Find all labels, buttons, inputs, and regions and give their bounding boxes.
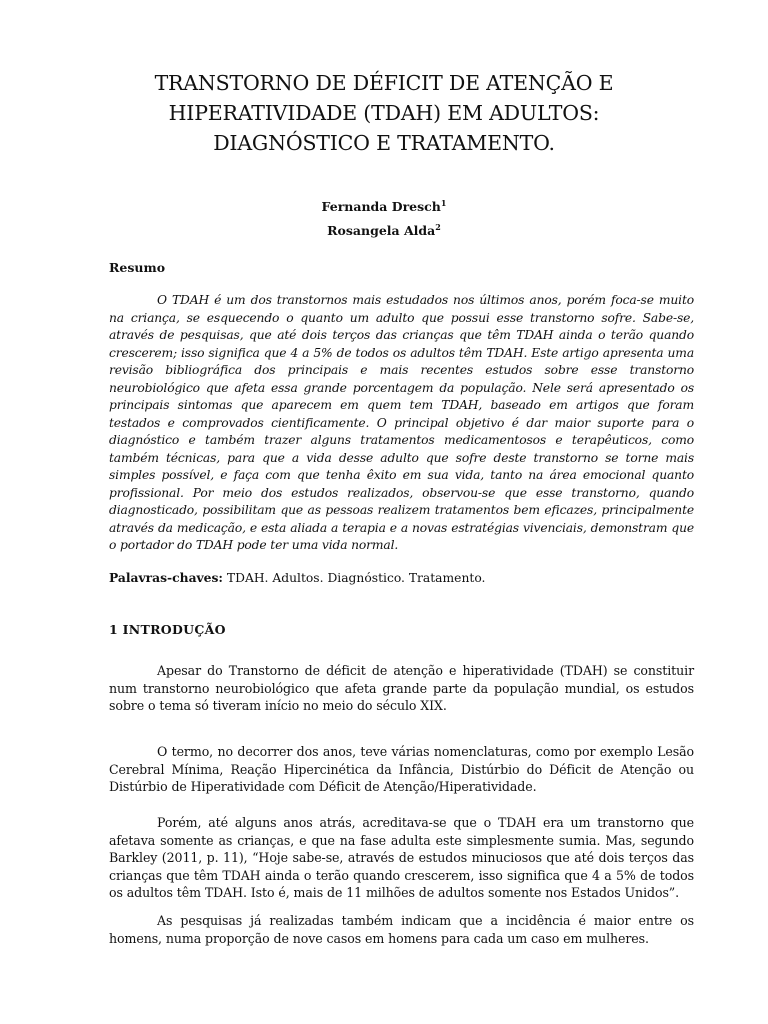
section-heading: 1 INTRODUÇÃO bbox=[109, 622, 226, 637]
footnote-mark: 1 bbox=[440, 198, 447, 208]
body-paragraph: Apesar do Transtorno de déficit de atenção e hiperatividade (TDAH) se constituir num transtorno neurobiológico que afeta grande parte da população mundial, os estudos sobre o tema só tiveram início no meio do século XIX. bbox=[109, 663, 694, 713]
keywords-line bbox=[109, 570, 694, 585]
body-paragraph: O termo, no decorrer dos anos, teve várias nomenclaturas, como por exemplo Lesão Cerebral Mínima, Reação Hipercinética da Infância, Distúrbio do Déficit de Atenção ou Distúrbio de Hiperatividade com Déficit de Atenção/Hiperatividade. bbox=[109, 744, 694, 794]
author-1 bbox=[0, 193, 768, 217]
author-name: Fernanda Dresch bbox=[321, 199, 441, 215]
keywords-label: Palavras-chaves: bbox=[109, 570, 223, 585]
body-paragraph: Porém, até alguns anos atrás, acreditava-se que o TDAH era um transtorno que afetava somente as crianças, e que na fase adulta este simplesmente sumia. Mas, segundo Barkley (2011, p. 11), “Hoje sabe-se, através de estudos minuciosos que até dois terços das crianças que têm TDAH ainda o terão quando crescerem, isso significa que 4 a 5% de todos os adultos têm TDAH. Isto é, mais de 11 milhões de adultos somente nos Estados Unidos”. bbox=[109, 815, 694, 900]
author-list bbox=[0, 193, 768, 241]
body-paragraph: As pesquisas já realizadas também indicam que a incidência é maior entre os homens, numa proporção de nove casos em homens para cada um caso em mulheres. bbox=[109, 913, 694, 946]
title-line-3: DIAGNÓSTICO E TRATAMENTO. bbox=[213, 131, 555, 155]
abstract-heading: Resumo bbox=[109, 260, 166, 275]
title-line-1: TRANSTORNO DE DÉFICIT DE ATENÇÃO E bbox=[154, 71, 614, 95]
footnote-mark: 2 bbox=[435, 222, 441, 233]
keywords-text: TDAH. Adultos. Diagnóstico. Tratamento. bbox=[222, 571, 486, 585]
author-name: Rosangela Alda bbox=[327, 223, 436, 239]
document-title bbox=[100, 68, 668, 158]
title-line-2: HIPERATIVIDADE (TDAH) EM ADULTOS: bbox=[168, 101, 600, 125]
abstract-text: O TDAH é um dos transtornos mais estudados nos últimos anos, porém foca-se muito na criança, se esquecendo o quanto um adulto que possui esse transtorno sofre. Sabe-se, através de pesquisas, que até dois terços das crianças que têm TDAH ainda o terão quando crescerem; isso significa que 4 a 5% de todos os adultos têm TDAH. Este artigo apresenta uma revisão bibliográfica dos principais e mais recentes estudos sobre esse transtorno neurobiológico que afeta essa grande porcentagem da população. Nele será apresentado os principais sintomas que aparecem em quem tem TDAH, baseado em artigos que foram testados e comprovados cientificamente. O principal objetivo é dar maior suporte para o diagnóstico e também trazer alguns tratamentos medicamentosos e terapêuticos, como também técnicas, para que a vida desse adulto que sofre deste transtorno se torne mais simples possível, e faça com que tenha êxito em sua vida, tanto na área emocional quanto profissional. Por meio dos estudos realizados, observou-se que esse transtorno, quando diagnosticado, possibilitam que as pessoas realizem tratamentos bem eficazes, principalmente através da medicação, e esta aliada a terapia e a novas estratégias vivenciais, demonstram que o portador do TDAH pode ter uma vida normal. bbox=[109, 293, 694, 552]
author-2 bbox=[0, 217, 768, 241]
